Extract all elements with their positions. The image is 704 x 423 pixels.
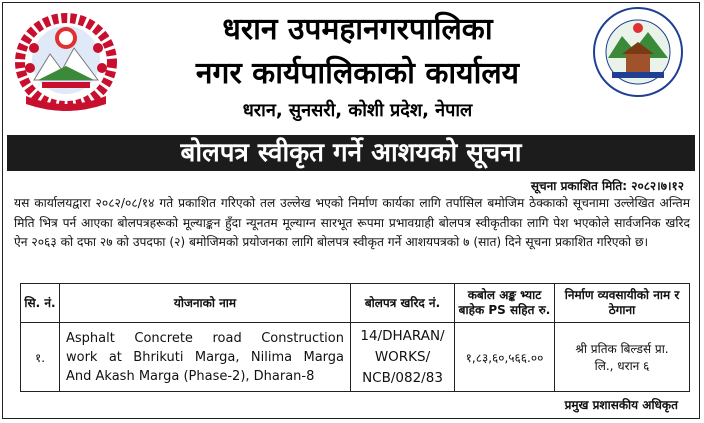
- project-name-line: Asphalt Concrete road Construction: [66, 330, 344, 346]
- header-bid-number: बोलपत्र खरिद नं.: [351, 284, 455, 323]
- cell-project-name: [60, 323, 351, 392]
- cell-sn: १.: [21, 323, 60, 392]
- notice-body: यस कार्यालयद्वारा २०८२/०८/१४ गते प्रकाशित गरिएको तल उल्लेख भएको निर्माण कार्यका लागि तर्पासिल बमोजिम ठेक्काको सूचनामा उल्लेखित अन्तिम मिति भित्र पर्न आएका बोलपत्रहरूको मूल्याङ्कन हुँदा न्यूनतम मूल्याग्न सारभूत रूपमा प्रभावग्राही बोलपत्र स्वीकृतीका लागि पेश भएकोले सार्वजनिक खरिद ऐन २०६३ को दफा २७ को उपदफा (२) बमोजिमको प्रयोजनका लागि बोलपत्र स्वीकृत गर्ने आशयपत्रको ७ (सात) दिने सूचना प्रकाशित गरिएको छ।: [14, 196, 690, 250]
- nepal-emblem-icon: [12, 8, 120, 112]
- bid-number-line: NCB/082/83: [362, 369, 443, 386]
- header-bid-amount: कबोल अङ्क भ्याट बाहेक PS सहित रु.: [455, 284, 555, 323]
- bid-number-line: 14/DHARAN/: [360, 327, 445, 344]
- header-contractor: निर्माण व्यवसायीको नाम र ठेगाना: [555, 284, 690, 323]
- office-title: नगर कार्यपालिकाको कार्यालय: [195, 56, 520, 91]
- cell-bid-number: [351, 323, 455, 392]
- project-name-line: And Akash Marga (Phase-2), Dharan-8: [66, 368, 315, 384]
- table-header-row: [21, 284, 690, 323]
- notice-title-banner: बोलपत्र स्वीकृत गर्ने आशयको सूचना: [7, 135, 695, 171]
- table-row: [21, 323, 690, 392]
- header-sn: सि. नं.: [21, 284, 60, 323]
- municipality-title: धरान उपमहानगरपालिका: [222, 12, 493, 47]
- header-project-name: योजनाको नाम: [60, 284, 351, 323]
- signatory-title: प्रमुख प्रशासकीय अधिकृत: [564, 398, 678, 412]
- contractor-line: श्री प्रतिक बिल्डर्स प्रा.: [575, 342, 669, 356]
- bid-number-line: WORKS/: [374, 348, 431, 365]
- office-address: धरान, सुनसरी, कोशी प्रदेश, नेपाल: [242, 100, 473, 121]
- cell-bid-amount: १,८३,६०,५६६.००: [455, 323, 555, 392]
- dharan-city-logo-icon: [592, 6, 684, 98]
- bid-table: [20, 283, 690, 392]
- contractor-line: लि., धरान ६: [594, 359, 650, 373]
- cell-contractor: [555, 323, 690, 392]
- published-date: सूचना प्रकाशित मिति: २०८२।७।१२: [530, 179, 684, 193]
- project-name-line: work at Bhrikuti Marga, Nilima Marga: [66, 349, 344, 365]
